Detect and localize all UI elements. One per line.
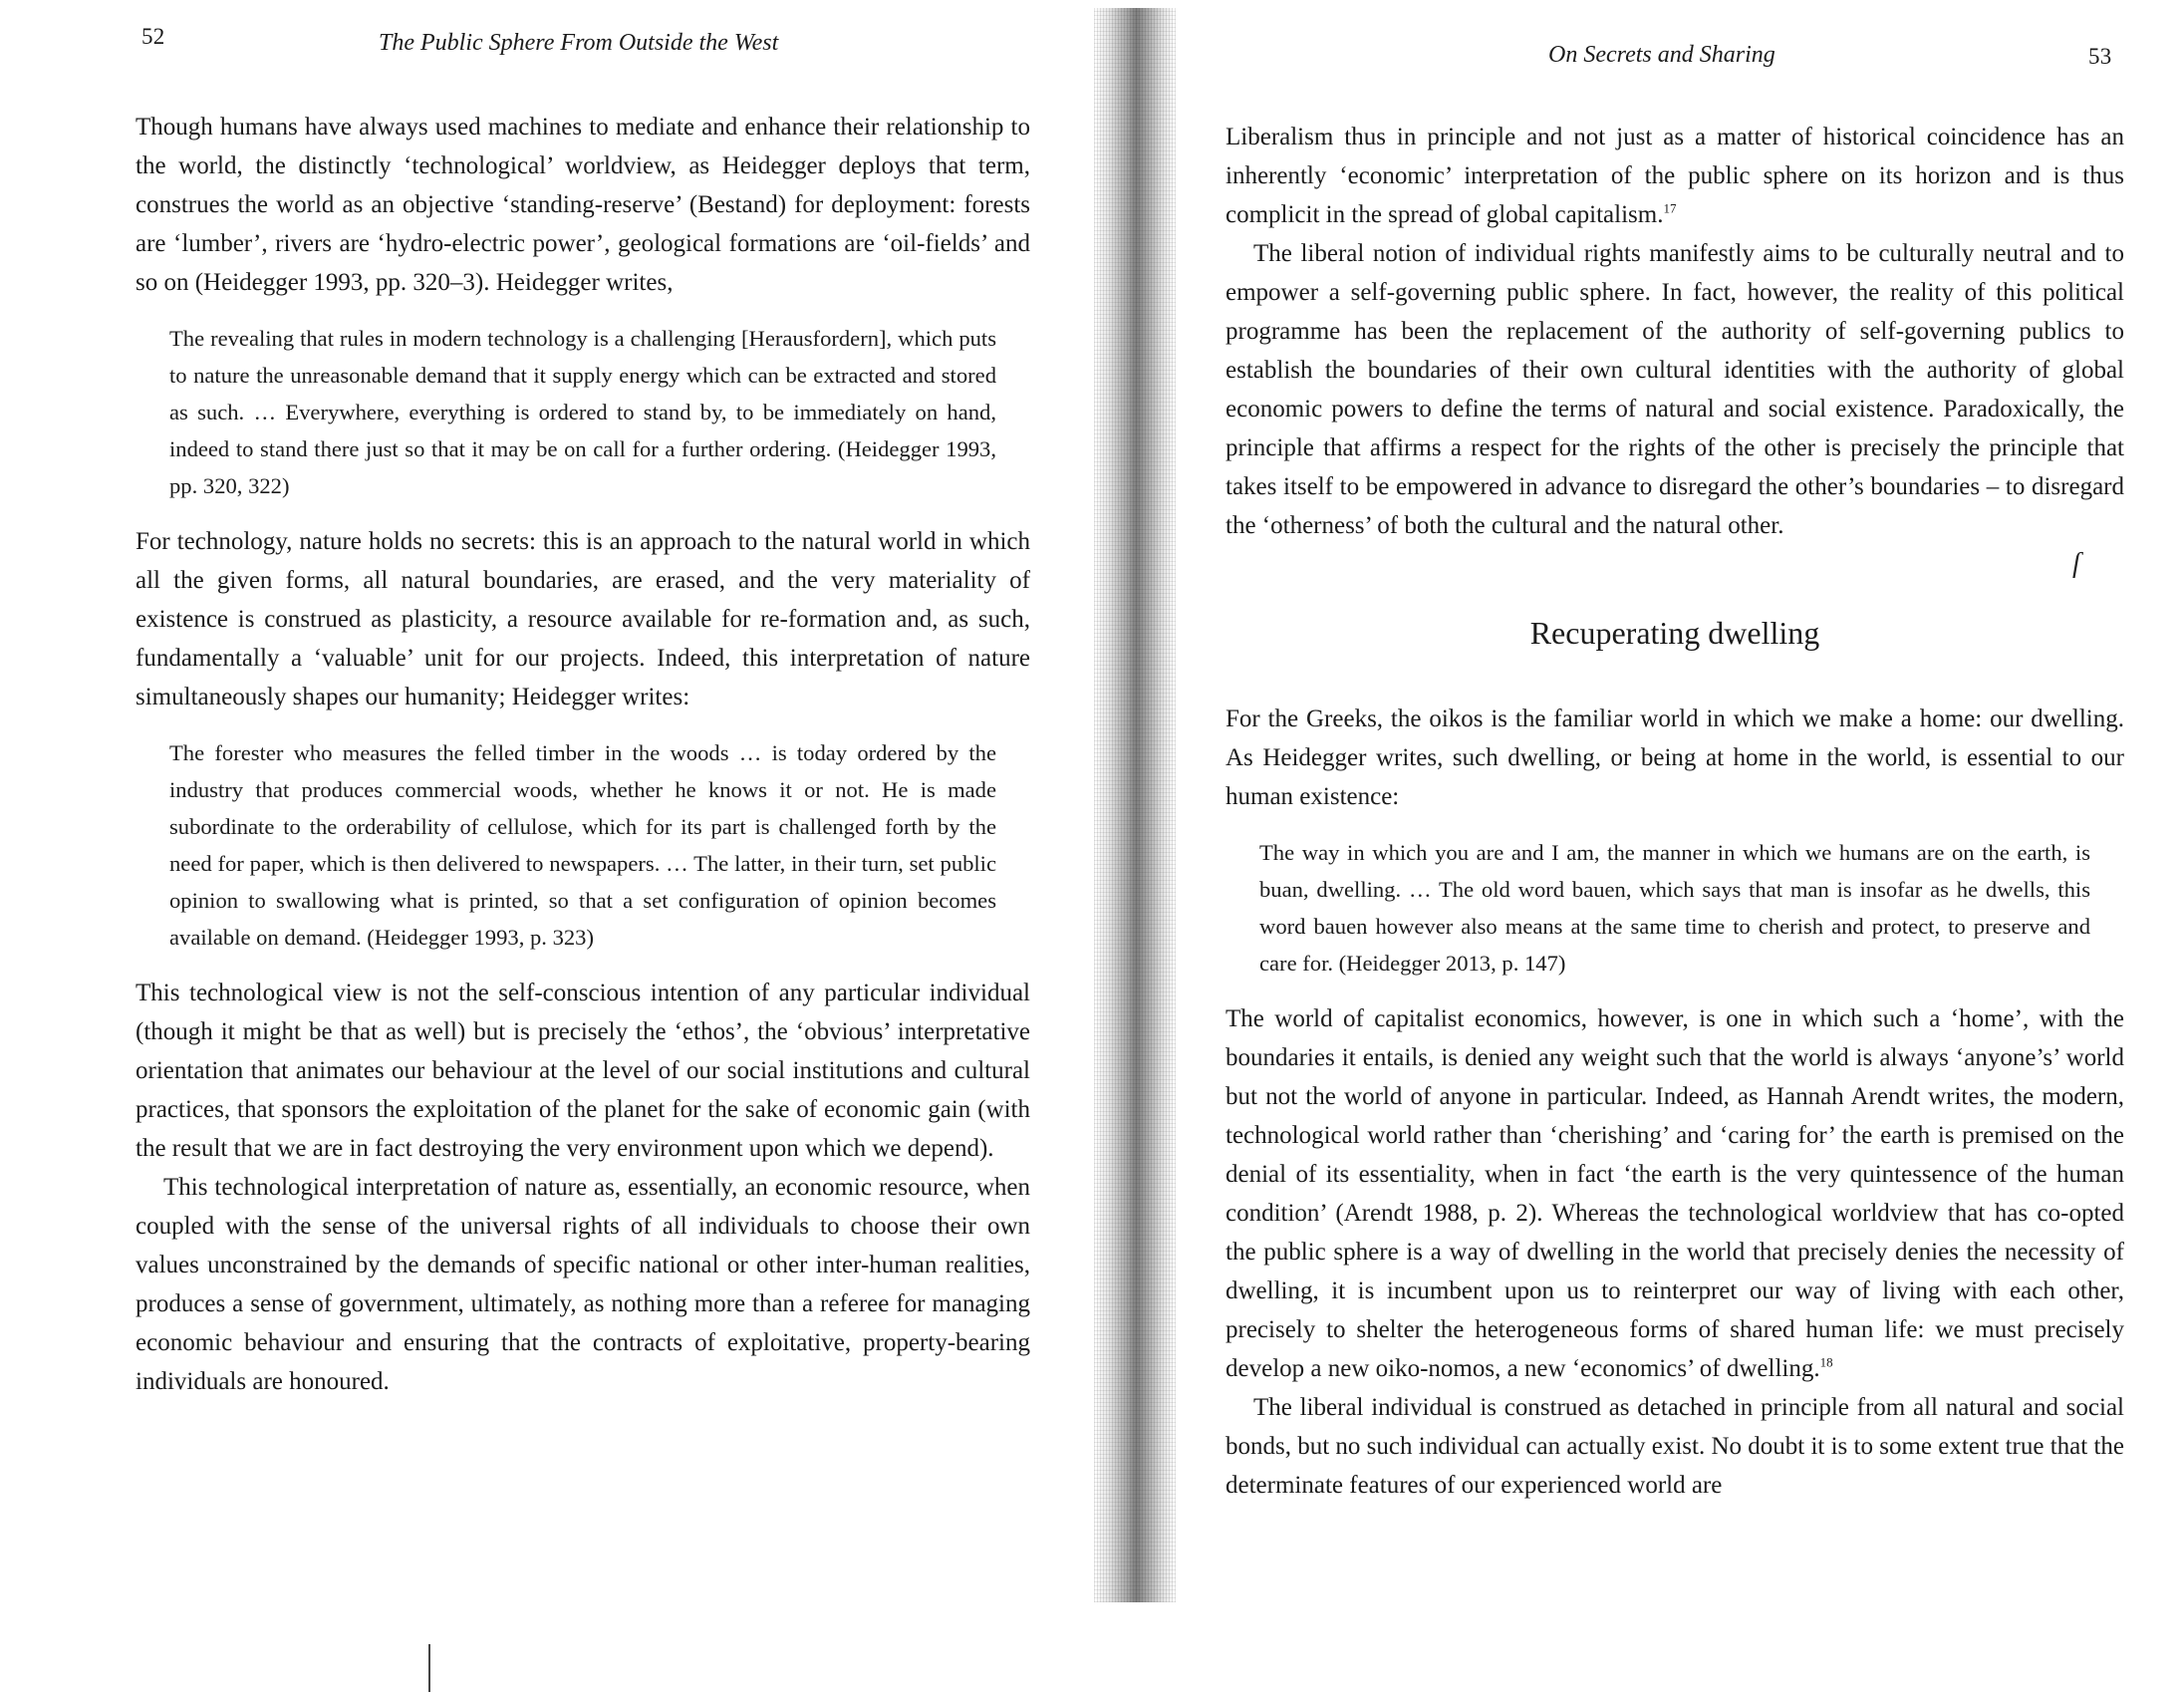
paragraph: The liberal individual is construed as detached in principle from all natural and social bonds, but no such individual can actually exist. No doubt it is to some extent true that the determinate features of our experienced world are xyxy=(1226,1394,2124,1499)
paragraph: This technological interpretation of nature as, essentially, an economic resource, when coupled with the sense of the universal rights of all individuals to choose their own values unconstrained by the demands of specific national or other inter-human realities, produces a sense of government, ultimately, as nothing more than a referee for managing economic behaviour and ensuring that the contracts of exploitative, property-bearing individuals are honoured. xyxy=(136,1174,1030,1395)
block-quote: The forester who measures the felled timber in the woods … is today ordered by the industry that produces commercial woods, whether he knows it or not. He is made subordinate to the orderability of cellulose, which for its part is challenged forth by the need for paper, which is then delivered to newspapers. … The latter, in their turn, set public opinion to swallowing what is printed, so that a set configuration of opinion becomes available on demand. (Heidegger 1993, p. 323) xyxy=(169,740,996,950)
text-column xyxy=(136,108,1030,1401)
section-heading: Recuperating dwelling xyxy=(1529,615,1820,651)
right-page xyxy=(1176,0,2184,1690)
paragraph: The liberal notion of individual rights manifestly aims to be culturally neutral and to empower a self-governing public sphere. In fact, however, the reality of this political programme has been the replacement of the authority of self-governing publics to establish the boundaries of their own cultural identities with the authority of global economic powers to define the terms of natural and social existence. Paradoxically, the principle that affirms a respect for the rights of the other is precisely the principle that takes itself to be empowered in advance to disregard the other’s boundaries – to disregard the ‘otherness’ of both the cultural and the natural other. xyxy=(1226,240,2124,539)
paragraph: Though humans have always used machines to mediate and enhance their relationship to the world, the distinctly ‘technological’ worldview, as Heidegger deploys that term, construes the world as an objective ‘standing-reserve’ (Bestand) for deployment: forests are ‘lumber’, rivers are ‘hydro-electric power’, geological formations are ‘oil-fields’ and so on (Heidegger 1993, pp. 320–3). Heidegger writes, xyxy=(136,114,1030,296)
block-quote: The way in which you are and I am, the manner in which we humans are on the earth, is buan, dwelling. … The old word bauen, which says that man is insofar as he dwells, this word bauen however also means at the same time to cherish and protect, to preserve and care for. (Heidegger 2013, p. 147) xyxy=(1259,840,2090,976)
footnote-ref: 17 xyxy=(1663,200,1677,216)
footnote-ref: 18 xyxy=(1819,1354,1833,1370)
margin-pencil-mark: ſ xyxy=(2072,548,2080,579)
page-number: 52 xyxy=(141,24,165,49)
paragraph: For technology, nature holds no secrets: this is an approach to the natural world in which all the given forms, all natural boundaries, are erased, and the very materiality of existence is construed as plasticity, a resource available for re-formation and, as such, fundamentally a ‘valuable’ unit for our projects. Indeed, this interpretation of nature simultaneously shapes our humanity; Heidegger writes: xyxy=(136,528,1030,710)
paragraph: For the Greeks, the oikos is the familiar world in which we make a home: our dwelling. As Heidegger writes, such dwelling, or being at home in the world, is essential to our human existence: xyxy=(1226,705,2124,810)
block-quote: The revealing that rules in modern technology is a challenging [Herausfordern], which puts to nature the unreasonable demand that it supply energy which can be extracted and stored as such. … Everywhere, everything is ordered to stand by, to be immediately on hand, indeed to stand there just so that it may be on call for a further ordering. (Heidegger 1993, pp. 320, 322) xyxy=(169,326,996,498)
book-gutter-shadow xyxy=(1094,8,1176,1602)
running-head: The Public Sphere From Outside the West xyxy=(379,30,779,56)
margin-rule-mark xyxy=(428,1644,430,1692)
paragraph: This technological view is not the self-conscious intention of any particular individual (though it might be that as well) but is precisely the ‘ethos’, the ‘obvious’ interpretative orientation that animates our behaviour at the level of our social institutions and cultural practices, that sponsors the exploitation of the planet for the sake of economic gain (with the result that we are in fact destroying the very environment upon which we depend). xyxy=(136,980,1030,1162)
paragraph: Liberalism thus in principle and not just as a matter of historical coincidence has an inherently ‘economic’ interpretation of the public sphere on its horizon and is thus complicit in the spread of global capitalism.$^{17}$ xyxy=(1226,124,2124,228)
text-column xyxy=(1226,118,2124,1505)
running-head: On Secrets and Sharing xyxy=(1548,42,1775,68)
paragraph: The world of capitalist economics, however, is one in which such a ‘home’, with the boundaries it entails, is denied any weight such that the world is always ‘anyone’s’ world but not the world of anyone in particular. Indeed, as Hannah Arendt writes, the modern, technological world rather than ‘cherishing’ and ‘caring for’ the earth is premised on the denial of its essentiality, when in fact ‘the earth is the very quintessence of the human condition’ (Arendt 1988, p. 2). Whereas the technological worldview that has co-opted the public sphere is a way of dwelling in the world that precisely denies the necessity of dwelling, it is incumbent upon us to reinterpret our way of living with each other, precisely to shelter the heterogeneous forms of shared human life: we must precisely develop a new oiko-nomos, a new ‘economics’ of dwelling.$^{18}$ xyxy=(1226,1005,2124,1382)
page-number: 53 xyxy=(2088,44,2112,69)
